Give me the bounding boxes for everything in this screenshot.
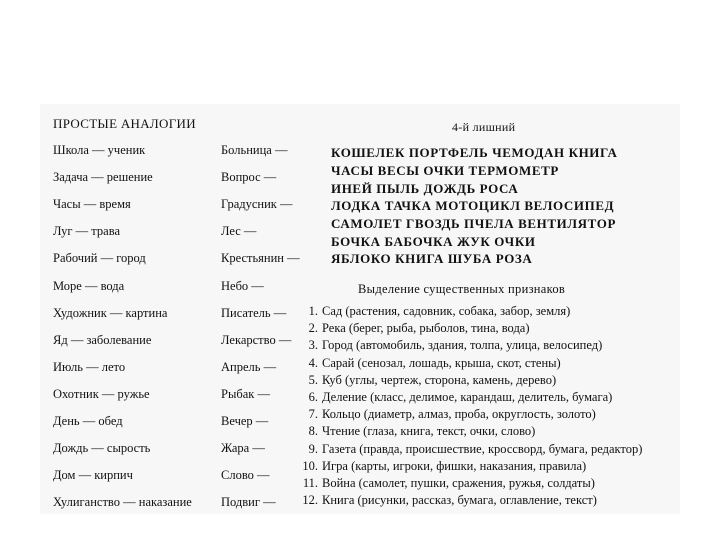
analogy-pair: Море — вода	[53, 279, 125, 293]
odd-one-out-row: ЛОДКА ТАЧКА МОТОЦИКЛ ВЕЛОСИПЕД	[331, 198, 615, 213]
analogy-prompt: Рыбак —	[221, 387, 270, 401]
analogy-prompt: Вопрос —	[221, 170, 277, 184]
analogy-prompt: Крестьянин —	[221, 251, 300, 265]
feature-item: 2. Река (берег, рыба, рыболов, тина, вода)	[308, 321, 530, 336]
analogy-prompt: Жара —	[221, 441, 265, 455]
heading-odd-one-out: 4-й лишний	[452, 120, 516, 134]
feature-item: 10. Игра (карты, игроки, фишки, наказания, правила)	[302, 458, 587, 473]
analogy-prompt: Небо —	[221, 279, 264, 293]
feature-item: 4. Сарай (сенозал, лошадь, крыша, скот, стены)	[308, 355, 561, 370]
analogy-pair: Дом — кирпич	[53, 468, 133, 482]
analogy-pair: Яд — заболевание	[53, 333, 152, 347]
feature-item: 7. Кольцо (диаметр, алмаз, проба, округлость, золото)	[308, 407, 596, 422]
analogy-prompt: Больница —	[221, 143, 288, 157]
analogy-pair: Часы — время	[53, 197, 131, 211]
analogy-pair: День — обед	[53, 414, 123, 428]
odd-one-out-row: ИНЕЙ ПЫЛЬ ДОЖДЬ РОСА	[331, 181, 519, 196]
analogy-pair: Охотник — ружье	[53, 387, 150, 401]
odd-one-out-row: ЯБЛОКО КНИГА ШУБА РОЗА	[331, 251, 533, 266]
feature-item: 9. Газета (правда, происшествие, кроссворд, бумага, редактор)	[308, 441, 643, 456]
analogy-pair: Июль — лето	[53, 360, 126, 374]
analogy-pair: Дождь — сырость	[53, 441, 151, 455]
odd-one-out-row: САМОЛЕТ ГВОЗДЬ ПЧЕЛА ВЕНТИЛЯТОР	[331, 216, 616, 231]
analogy-pair: Хулиганство — наказание	[53, 495, 192, 509]
feature-item: 6. Деление (класс, делимое, карандаш, делитель, бумага)	[308, 390, 613, 405]
feature-item: 3. Город (автомобиль, здания, толпа, улица, велосипед)	[308, 338, 603, 353]
analogy-prompt: Подвиг —	[221, 495, 276, 509]
analogy-prompt: Апрель —	[221, 360, 277, 374]
features-heading: Выделение существенных признаков	[358, 282, 566, 296]
analogy-prompt: Писатель —	[221, 306, 287, 320]
analogy-pair: Задача — решение	[53, 170, 153, 184]
analogy-prompt: Вечер —	[221, 414, 269, 428]
features-list	[300, 303, 642, 509]
analogy-prompt: Лекарство —	[221, 333, 292, 347]
odd-one-out-row: ЧАСЫ ВЕСЫ ОЧКИ ТЕРМОМЕТР	[331, 163, 559, 178]
odd-one-out-row: КОШЕЛЕК ПОРТФЕЛЬ ЧЕМОДАН КНИГА	[331, 145, 618, 160]
feature-item: 8. Чтение (глаза, книга, текст, очки, слово)	[308, 424, 536, 439]
analogy-prompt: Слово —	[221, 468, 270, 482]
analogy-pair: Школа — ученик	[53, 143, 146, 157]
analogy-pair: Рабочий — город	[53, 251, 146, 265]
analogy-pair: Художник — картина	[53, 306, 168, 320]
feature-item: 11. Война (самолет, пушки, сражения, ружья, солдаты)	[302, 476, 595, 491]
feature-item: 1. Сад (растения, садовник, собака, забор, земля)	[308, 304, 571, 318]
feature-item: 12. Книга (рисунки, рассказ, бумага, оглавление, текст)	[302, 493, 597, 508]
heading-simple-analogies: ПРОСТЫЕ АНАЛОГИИ	[53, 116, 196, 131]
analogy-prompt: Градусник —	[221, 197, 293, 211]
analogy-prompt: Лес —	[221, 224, 257, 238]
analogy-pair: Луг — трава	[53, 224, 120, 238]
odd-one-out-row: БОЧКА БАБОЧКА ЖУК ОЧКИ	[331, 234, 536, 249]
feature-item: 5. Куб (углы, чертеж, сторона, камень, дерево)	[308, 372, 557, 387]
